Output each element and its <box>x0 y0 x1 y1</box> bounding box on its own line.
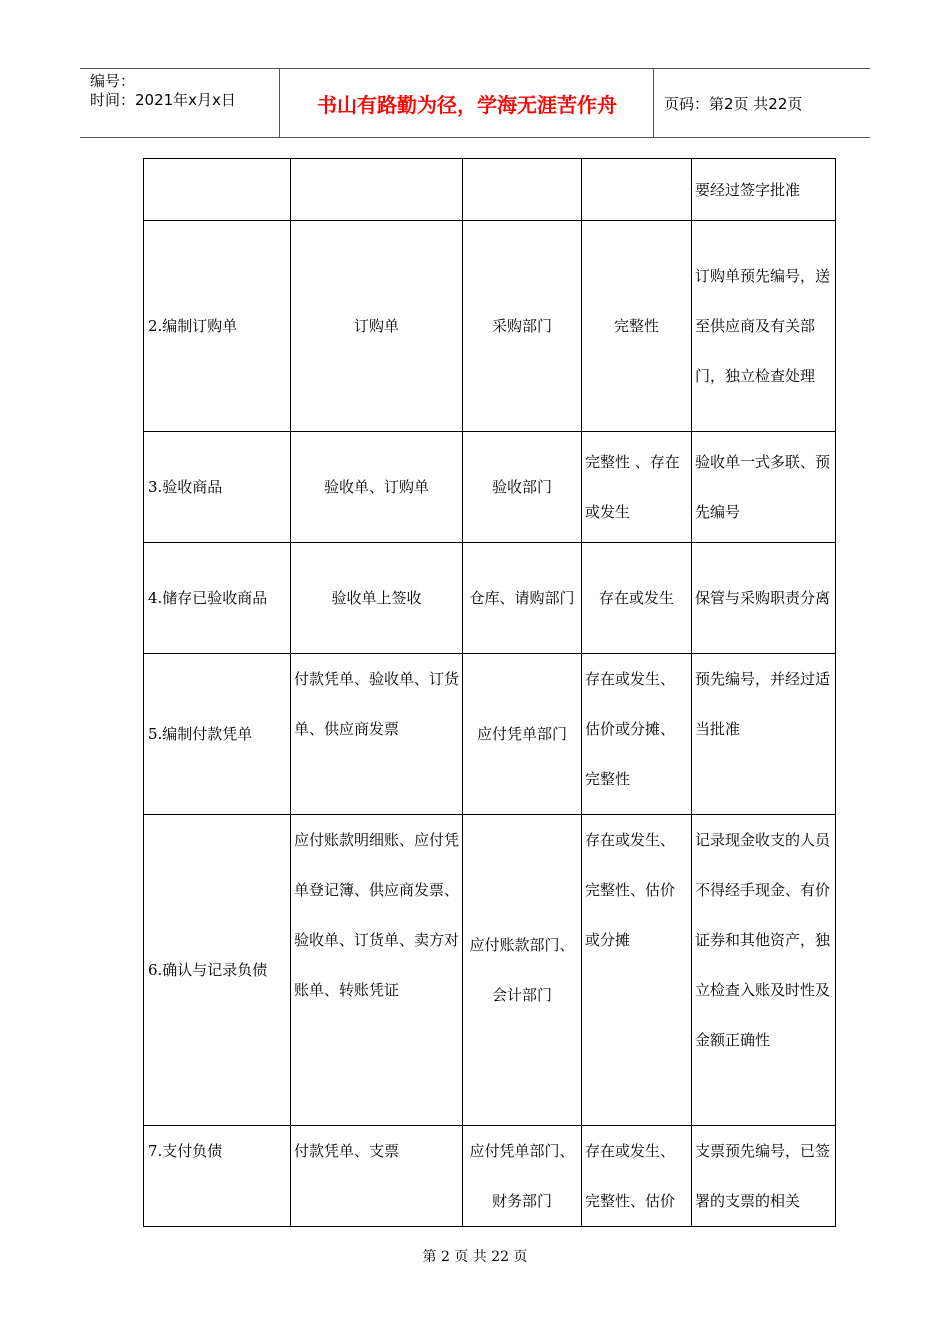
step-cell: 7.支付负债 <box>144 1126 291 1227</box>
table-row <box>144 1126 836 1227</box>
header-motto: 书山有路勤为径，学海无涯苦作舟 <box>281 69 654 137</box>
table-row <box>144 159 836 221</box>
assertion-cell <box>582 159 692 221</box>
assertion-cell: 完整性 、存在或发生 <box>582 432 692 543</box>
table-row <box>144 543 836 654</box>
control-cell: 记录现金收支的人员不得经手现金、有价证券和其他资产，独立检查入账及时性及金额正确性 <box>692 815 836 1126</box>
step-cell: 5.编制付款凭单 <box>144 654 291 815</box>
assertion-cell: 存在或发生、估价或分摊、完整性 <box>582 654 692 815</box>
header-meta <box>80 69 280 137</box>
table-row <box>144 221 836 432</box>
department-cell: 应付凭单部门 <box>463 654 582 815</box>
department-cell: 应付凭单部门、财务部门 <box>463 1126 582 1227</box>
department-cell: 采购部门 <box>463 221 582 432</box>
document-cell: 验收单上签收 <box>291 543 463 654</box>
document-cell: 订购单 <box>291 221 463 432</box>
procurement-control-table <box>143 158 836 1227</box>
department-cell: 仓库、请购部门 <box>463 543 582 654</box>
control-cell: 验收单一式多联、预先编号 <box>692 432 836 543</box>
step-cell: 4.储存已验收商品 <box>144 543 291 654</box>
department-cell: 验收部门 <box>463 432 582 543</box>
assertion-cell: 存在或发生、完整性、估价 <box>582 1126 692 1227</box>
step-cell: 3.验收商品 <box>144 432 291 543</box>
table-row <box>144 815 836 1126</box>
document-cell: 付款凭单、验收单、订货单、供应商发票 <box>291 654 463 815</box>
step-cell: 2.编制订购单 <box>144 221 291 432</box>
document-cell: 验收单、订购单 <box>291 432 463 543</box>
document-cell <box>291 159 463 221</box>
control-cell: 保管与采购职责分离 <box>692 543 836 654</box>
control-cell: 订购单预先编号，送至供应商及有关部门，独立检查处理 <box>692 221 836 432</box>
assertion-cell: 存在或发生 <box>582 543 692 654</box>
page-header <box>80 68 870 138</box>
assertion-cell: 完整性 <box>582 221 692 432</box>
table-row <box>144 432 836 543</box>
page-footer: 第 2 页 共 22 页 <box>422 1249 528 1265</box>
assertion-cell: 存在或发生、完整性、估价或分摊 <box>582 815 692 1126</box>
control-cell: 预先编号，并经过适当批准 <box>692 654 836 815</box>
department-cell <box>463 159 582 221</box>
document-time-label: 时间：2021年x月x日 <box>90 91 236 109</box>
step-cell <box>144 159 291 221</box>
table-row <box>144 654 836 815</box>
control-cell: 支票预先编号，已签署的支票的相关 <box>692 1126 836 1227</box>
document-number-label: 编号： <box>90 72 136 90</box>
document-cell: 应付账款明细账、应付凭单登记簿、供应商发票、验收单、订货单、卖方对账单、转账凭证 <box>291 815 463 1126</box>
department-cell: 应付账款部门、会计部门 <box>463 815 582 1126</box>
control-cell: 要经过签字批准 <box>692 159 836 221</box>
document-cell: 付款凭单、支票 <box>291 1126 463 1227</box>
header-page-number: 页码：第2页 共22页 <box>664 94 803 113</box>
step-cell: 6.确认与记录负债 <box>144 815 291 1126</box>
